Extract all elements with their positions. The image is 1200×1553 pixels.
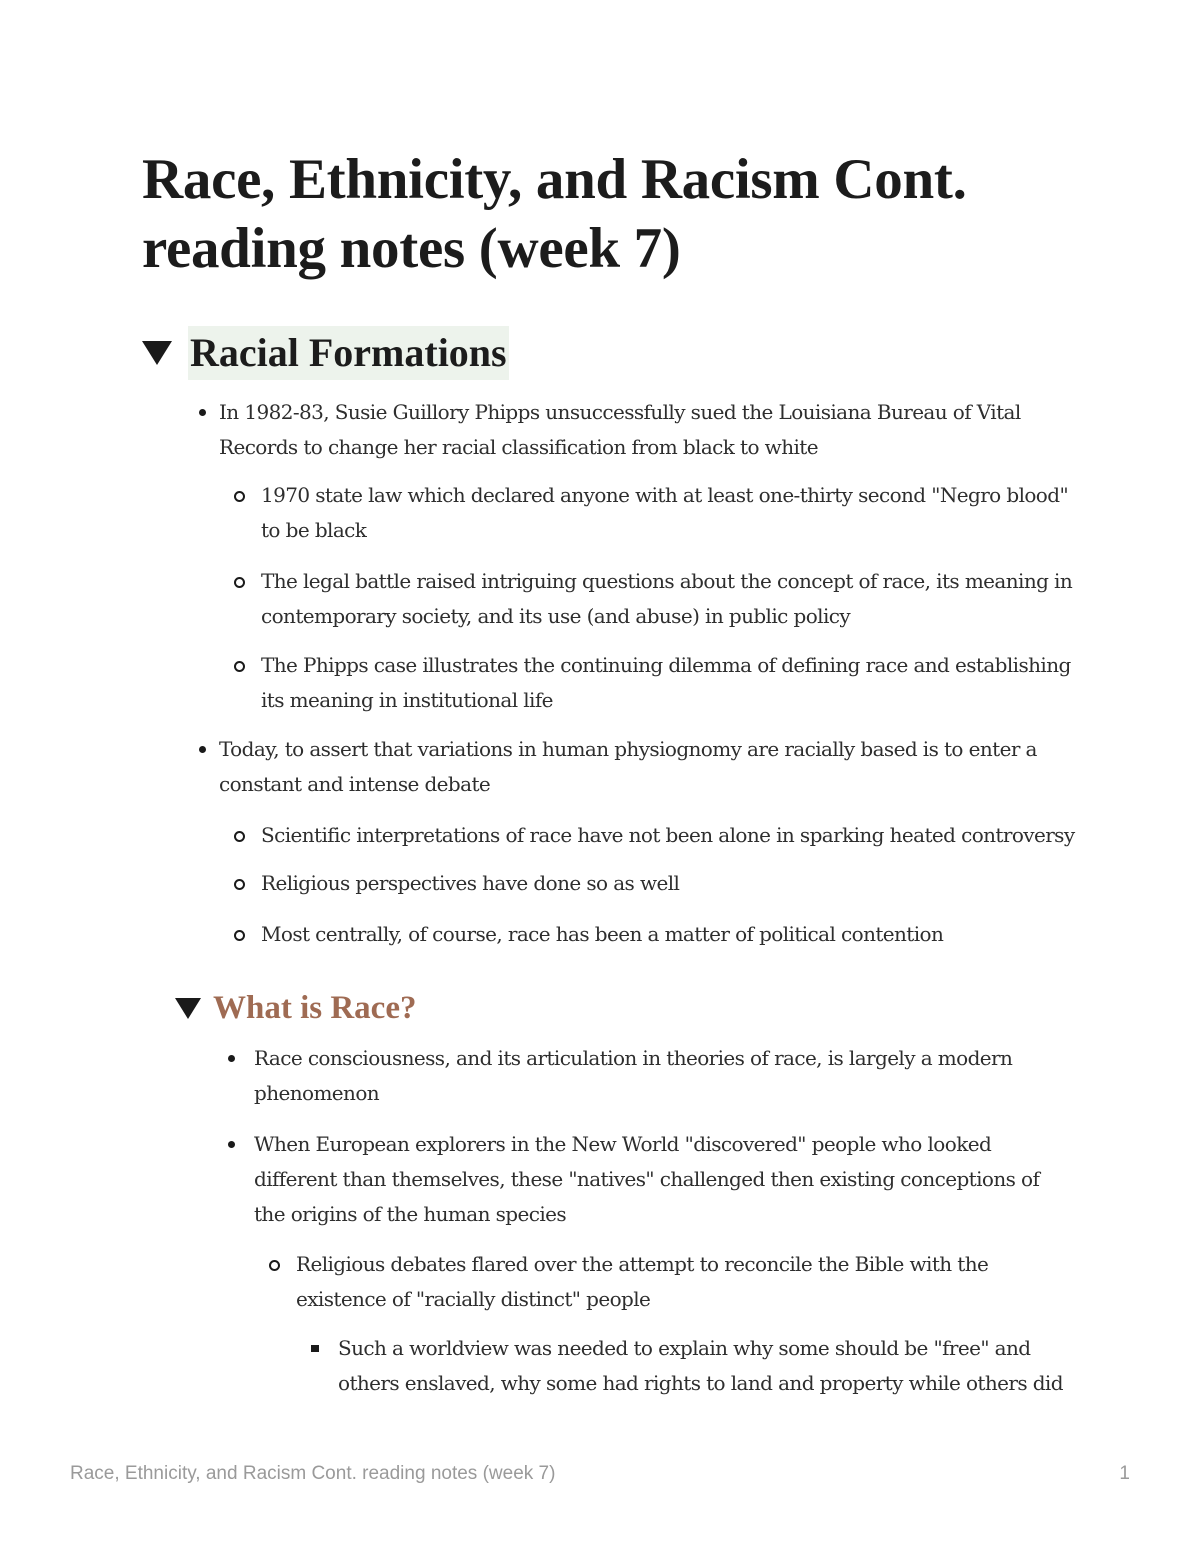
list-item-text: Most centrally, of course, race has been a matter of political contention	[261, 922, 944, 946]
list-item	[261, 818, 1081, 853]
footer-title: Race, Ethnicity, and Racism Cont. reading notes (week 7)	[70, 1463, 556, 1484]
list-item	[261, 648, 1081, 718]
list-item-text: Such a worldview was needed to explain why some should be "free" and others enslaved, why some had rights to land and property while others did	[338, 1336, 1063, 1395]
page-number: 1	[1119, 1463, 1130, 1484]
list-item-text: Religious debates flared over the attempt to reconcile the Bible with the existence of "racially distinct" people	[296, 1252, 989, 1311]
bullet-circle-icon	[234, 491, 245, 502]
bullet-square-icon	[311, 1345, 319, 1352]
bullet-circle-icon	[234, 577, 245, 588]
bullet-circle-icon	[234, 661, 245, 672]
list-item	[296, 1247, 1066, 1317]
list-item-text: The Phipps case illustrates the continuing dilemma of defining race and establishing its meaning in institutional life	[261, 653, 1071, 712]
toggle-heading-what-is-race[interactable]	[175, 986, 416, 1030]
list-item	[219, 395, 1079, 465]
bullet-dot-icon	[199, 409, 206, 416]
list-item	[261, 917, 1081, 952]
bullet-dot-icon	[228, 1141, 235, 1148]
section-subheading: What is Race?	[213, 990, 417, 1026]
bullet-circle-icon	[234, 831, 245, 842]
list-item	[254, 1041, 1074, 1111]
list-item-text: Scientific interpretations of race have not been alone in sparking heated controversy	[261, 823, 1075, 847]
list-item	[338, 1331, 1068, 1401]
list-item	[254, 1127, 1074, 1232]
toggle-heading-racial-formations[interactable]	[142, 326, 509, 380]
bullet-circle-icon	[269, 1260, 280, 1271]
list-item-text: When European explorers in the New World "discovered" people who looked different than themselves, these "natives" challenged then existing conceptions of the origins of the human species	[254, 1132, 1040, 1226]
list-item	[261, 564, 1081, 634]
list-item-text: Race consciousness, and its articulation in theories of race, is largely a modern phenomenon	[254, 1046, 1013, 1105]
list-item	[219, 732, 1079, 802]
toggle-triangle-icon[interactable]	[175, 998, 201, 1019]
bullet-circle-icon	[234, 879, 245, 890]
section-heading: Racial Formations	[188, 326, 509, 380]
page-title-line-1: Race, Ethnicity, and Racism Cont.	[142, 148, 967, 211]
page-title	[142, 145, 1102, 283]
bullet-dot-icon	[199, 746, 206, 753]
list-item-text: Religious perspectives have done so as well	[261, 871, 680, 895]
bullet-dot-icon	[228, 1055, 235, 1062]
list-item	[261, 478, 1081, 548]
list-item-text: In 1982-83, Susie Guillory Phipps unsuccessfully sued the Louisiana Bureau of Vital Records to change her racial classification from black to white	[219, 400, 1021, 459]
toggle-triangle-icon[interactable]	[142, 341, 172, 365]
list-item-text: Today, to assert that variations in human physiognomy are racially based is to enter a constant and intense debate	[219, 737, 1037, 796]
list-item-text: The legal battle raised intriguing questions about the concept of race, its meaning in contemporary society, and its use (and abuse) in public policy	[261, 569, 1073, 628]
list-item-text: 1970 state law which declared anyone with at least one-thirty second "Negro blood" to be black	[261, 483, 1069, 542]
list-item	[261, 866, 1081, 901]
page-title-line-2: reading notes (week 7)	[142, 217, 681, 280]
bullet-circle-icon	[234, 930, 245, 941]
